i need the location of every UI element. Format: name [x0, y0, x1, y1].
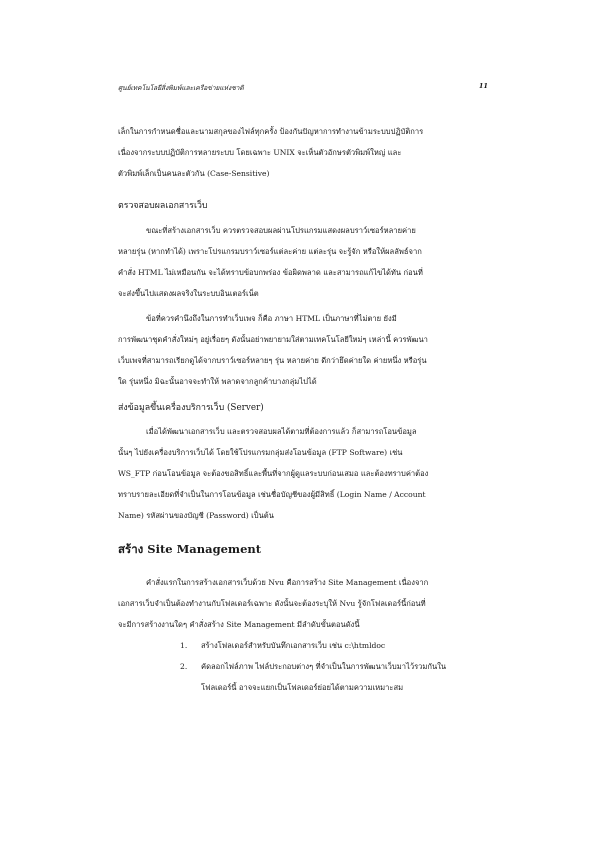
page-number: 11 — [478, 82, 488, 90]
section-heading: ส่งข้อมูลขึ้นเครื่องบริการเว็บ (Server) — [118, 403, 264, 413]
step-text: โฟลเดอร์นี้ อาจจะแยกเป็นโฟลเดอร์ย่อยได้ตามความเหมาะสม — [201, 683, 404, 692]
paragraph-line: เนื่องจากระบบปฏิบัติการหลายระบบ โดยเฉพาะ UNIX จะเห็นตัวอักษรตัวพิมพ์ใหญ่ และ — [118, 148, 402, 157]
step-number: 2. — [180, 662, 188, 671]
paragraph-line: ขณะที่สร้างเอกสารเว็บ ควรตรวจสอบผลผ่านโปรแกรมแสดงผลบราว์เซอร์หลายค่าย — [146, 226, 416, 235]
paragraph-line: คำสั่งแรกในการสร้างเอกสารเว็บด้วย Nvu คือการสร้าง Site Management เนื่องจาก — [146, 578, 429, 587]
paragraph-line: เว็บเพจที่สามารถเรียกดูได้จากบราว์เซอร์หลายๆ รุ่น หลายค่าย ดีกว่ายึดค่ายใด ค่ายหนึ่ง หรือรุ่น — [118, 356, 427, 365]
paragraph-line: ใด รุ่นหนึ่ง มิฉะนั้นอาจจะทำให้ พลาดจากลูกค้าบางกลุ่มไปได้ — [118, 377, 317, 386]
paragraph-line: นั้นๆ ไปยังเครื่องบริการเว็บได้ โดยใช้โปรแกรมกลุ่มส่งโอนข้อมูล (FTP Software) เช่น — [118, 448, 403, 457]
paragraph-line: ทราบรายละเอียดที่จำเป็นในการโอนข้อมูล เช่นชื่อบัญชีของผู้มีสิทธิ์ (Login Name / Account — [118, 490, 426, 499]
paragraph-line: เล็กในการกำหนดชื่อและนามสกุลของไฟล์ทุกครั้ง ป้องกันปัญหาการทำงานข้ามระบบปฏิบัติการ — [118, 127, 424, 136]
paragraph-line: เมื่อได้พัฒนาเอกสารเว็บ และตรวจสอบผลได้ตามที่ต้องการแล้ว ก็สามารถโอนข้อมูล — [146, 427, 417, 436]
header-title: ศูนย์เทคโนโลยีสิ่งพิมพ์และเครือข่ายแห่งชาติ — [118, 84, 244, 92]
page-header — [118, 82, 488, 96]
paragraph-line: คำสั่ง HTML ไม่เหมือนกัน จะได้ทราบข้อบกพร่อง ข้อผิดพลาด และสามารถแก้ไขได้ทัน ก่อนที่ — [118, 268, 423, 277]
paragraph-line: เอกสารเว็บจำเป็นต้องทำงานกับโฟลเดอร์เฉพาะ ดังนั้นจะต้องระบุให้ Nvu รู้จักโฟลเดอร์นี้ก่อนที่ — [118, 599, 426, 608]
paragraph-line: การพัฒนาชุดคำสั่งใหม่ๆ อยู่เรื่อยๆ ดังนั้นอย่าพยายามใส่ตามเทคโนโลยีใหม่ๆ เหล่านี้ ควรพัฒนา — [118, 335, 428, 344]
paragraph-line: ตัวพิมพ์เล็กเป็นคนละตัวกัน (Case-Sensitive) — [118, 169, 270, 178]
step-text: สร้างโฟลเดอร์สำหรับบันทึกเอกสารเว็บ เช่น c:\htmldoc — [201, 641, 386, 650]
paragraph-line: Name) รหัสผ่านของบัญชี (Password) เป็นต้น — [118, 511, 274, 520]
paragraph-line: จะส่งขึ้นไปแสดงผลจริงในระบบอินเตอร์เน็ต — [118, 289, 259, 298]
section-heading-large: สร้าง Site Management — [118, 542, 262, 556]
section-heading: ตรวจสอบผลเอกสารเว็บ — [118, 201, 208, 211]
step-number: 1. — [180, 641, 188, 650]
step-text: คัดลอกไฟล์ภาพ ไฟล์ประกอบต่างๆ ที่จำเป็นในการพัฒนาเว็บมาไว้รวมกันใน — [201, 662, 447, 671]
paragraph-line: หลายรุ่น (หากทำได้) เพราะโปรแกรมบราว์เซอร์แต่ละค่าย แต่ละรุ่น จะรู้จัก หรือให้ผลลัพธ์จาก — [118, 247, 422, 256]
paragraph-line: WS_FTP ก่อนโอนข้อมูล จะต้องขอสิทธิ์และพื้นที่จากผู้ดูแลระบบก่อนเสมอ และต้องทราบค่าต้อง — [118, 469, 429, 478]
paragraph-line: ข้อที่ควรคำนึงถึงในการทำเว็บเพจ ก็คือ ภาษา HTML เป็นภาษาที่ไม่ตาย ยังมี — [146, 314, 397, 323]
paragraph-line: จะมีการสร้างงานใดๆ คำสั่งสร้าง Site Management มีลำดับขั้นตอนดังนี้ — [118, 620, 360, 629]
